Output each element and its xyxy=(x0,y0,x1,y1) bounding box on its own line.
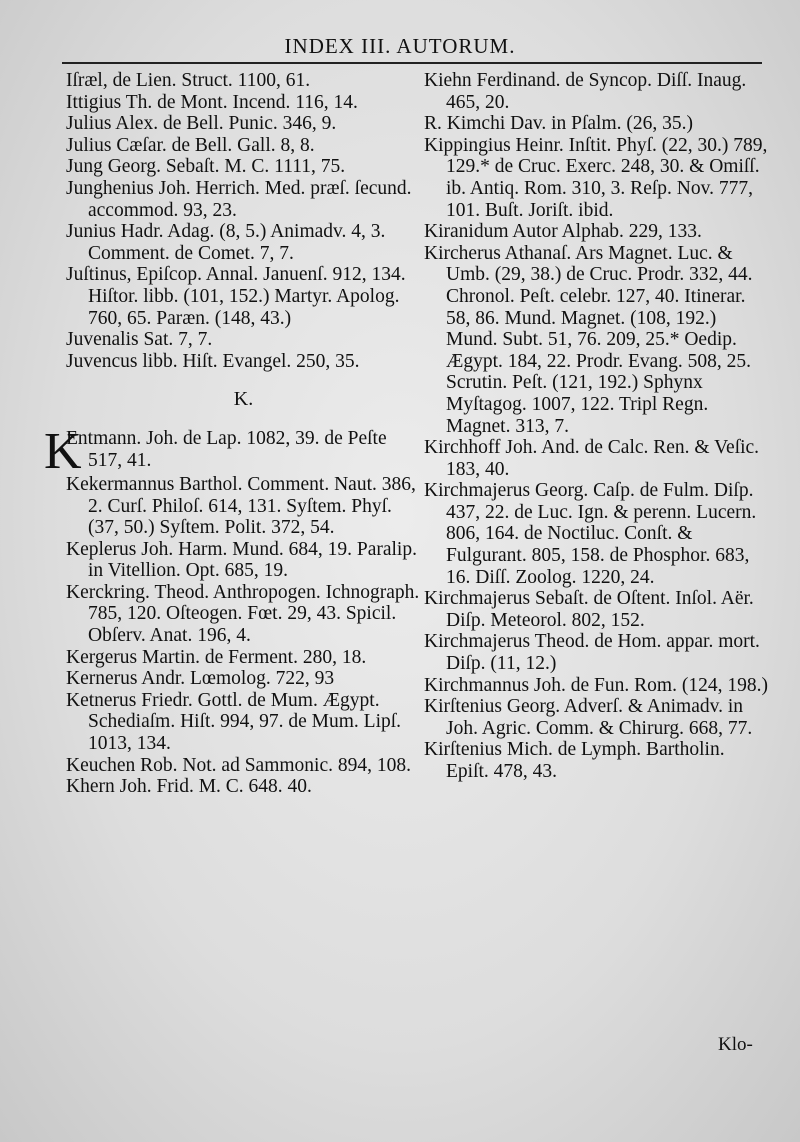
index-entry: Kirſtenius Georg. Adverſ. & Animadv. in Joh. Agric. Comm. & Chirurg. 668, 77. xyxy=(424,696,753,739)
index-entry: Kernerus Andr. Lœmolog. 722, 93 xyxy=(66,668,335,690)
index-entry: R. Kimchi Dav. in Pſalm. (26, 35.) xyxy=(424,113,694,135)
index-entry: Julius Cæſar. de Bell. Gall. 8, 8. xyxy=(66,134,315,156)
index-entry: Ketnerus Friedr. Gottl. de Mum. Ægypt. Schediaſm. Hiſt. 994, 97. de Mum. Lipſ. 1013, 134. xyxy=(66,689,402,755)
index-entry: Kirchmajerus Sebaſt. de Oſtent. Inſol. Aër. Diſp. Meteorol. 802, 152. xyxy=(424,588,754,631)
index-entry: Kergerus Martin. de Ferment. 280, 18. xyxy=(66,646,367,668)
index-entry: Kirchmajerus Georg. Caſp. de Fulm. Diſp. 437, 22. de Luc. Ign. & perenn. Lucern. 806, 164. de Noctiluc. Conſt. & Fulgurant. 805, 158. de Phosphor. 683, 16. Diſſ. Zoolog. 1220, 24. xyxy=(424,480,757,588)
index-entry: Keuchen Rob. Not. ad Sammonic. 894, 108. xyxy=(66,754,411,776)
index-entry: Julius Alex. de Bell. Punic. 346, 9. xyxy=(66,113,337,135)
index-entry: Junius Hadr. Adag. (8, 5.) Animadv. 4, 3. Comment. de Comet. 7, 7. xyxy=(66,221,386,264)
index-entry: Junghenius Joh. Herrich. Med. præſ. ſecund. accommod. 93, 23. xyxy=(66,177,412,221)
index-entry: Kirchhoff Joh. And. de Calc. Ren. & Veſic. 183, 40. xyxy=(424,437,760,480)
header-rule xyxy=(62,62,762,64)
left-column xyxy=(44,70,421,798)
running-header: INDEX III. AUTORUM. xyxy=(284,34,516,58)
right-column xyxy=(424,70,772,783)
index-entry: Juſtinus, Epiſcop. Annal. Januenſ. 912, 134. Hiſtor. libb. (101, 152.) Martyr. Apolog. 760, 65. Paræn. (148, 43.) xyxy=(66,264,406,329)
index-entry: Juvenalis Sat. 7, 7. xyxy=(66,329,213,351)
index-entry: Kippingius Heinr. Inſtit. Phyſ. (22, 30.) 789, 129.* de Cruc. Exerc. 248, 30. & Omiſſ. ib. Antiq. Rom. 310, 3. Reſp. Nov. 777, 101. Buſt. Joriſt. ibid. xyxy=(424,134,768,221)
index-entry: Jung Georg. Sebaſt. M. C. 1111, 75. xyxy=(66,156,346,178)
index-entry-text: Entmann. Joh. de Lap. 1082, 39. de Peſte 517, 41. xyxy=(66,427,387,471)
section-letter: K. xyxy=(233,388,254,411)
index-entry: Kirchmajerus Theod. de Hom. appar. mort. Diſp. (11, 12.) xyxy=(424,631,760,675)
index-entry: Kiranidum Autor Alphab. 229, 133. xyxy=(424,221,702,243)
index-entry: Kirſtenius Mich. de Lymph. Bartholin. Epiſt. 478, 43. xyxy=(424,739,725,782)
index-entry-k-first xyxy=(44,422,421,480)
index-entry: Keplerus Joh. Harm. Mund. 684, 19. Paralip. in Vitellion. Opt. 685, 19. xyxy=(66,538,417,582)
drop-cap: K xyxy=(44,422,82,480)
index-entry: Kekermannus Barthol. Comment. Naut. 386, 2. Curſ. Philoſ. 614, 131. Syſtem. Phyſ. (37, 50.) Syſtem. Polit. 372, 54. xyxy=(66,473,416,539)
index-entry: Kircherus Athanaſ. Ars Magnet. Luc. & Umb. (29, 38.) de Cruc. Prodr. 332, 44. Chronol. Peſt. celebr. 127, 40. Itinerar. 58, 86. Mund. Magnet. (108, 192.) Mund. Subt. 51, 76. 209, 25.* Oedip. Ægypt. 184, 22. Prodr. Evang. 508, 25. Scrutin. Peſt. (121, 192.) Sphynx Myſtagog. 1007, 122. Tripl Regn. Magnet. 313, 7. xyxy=(424,242,753,437)
catchword: Klo- xyxy=(718,1034,753,1055)
index-entry: Kirchmannus Joh. de Fun. Rom. (124, 198.) xyxy=(424,674,768,696)
index-entry: Kiehn Ferdinand. de Syncop. Diſſ. Inaug. 465, 20. xyxy=(424,70,747,113)
index-entry: Khern Joh. Frid. M. C. 648. 40. xyxy=(66,776,312,798)
index-entry: Juvencus libb. Hiſt. Evangel. 250, 35. xyxy=(66,350,360,372)
index-entry: Iſræl, de Lien. Struct. 1100, 61. xyxy=(66,70,311,91)
index-entry: Ittigius Th. de Mont. Incend. 116, 14. xyxy=(66,91,358,113)
index-entry: Kerckring. Theod. Anthropogen. Ichnograph. 785, 120. Oſteogen. Fœt. 29, 43. Spicil. Obſerv. Anat. 196, 4. xyxy=(66,581,420,647)
